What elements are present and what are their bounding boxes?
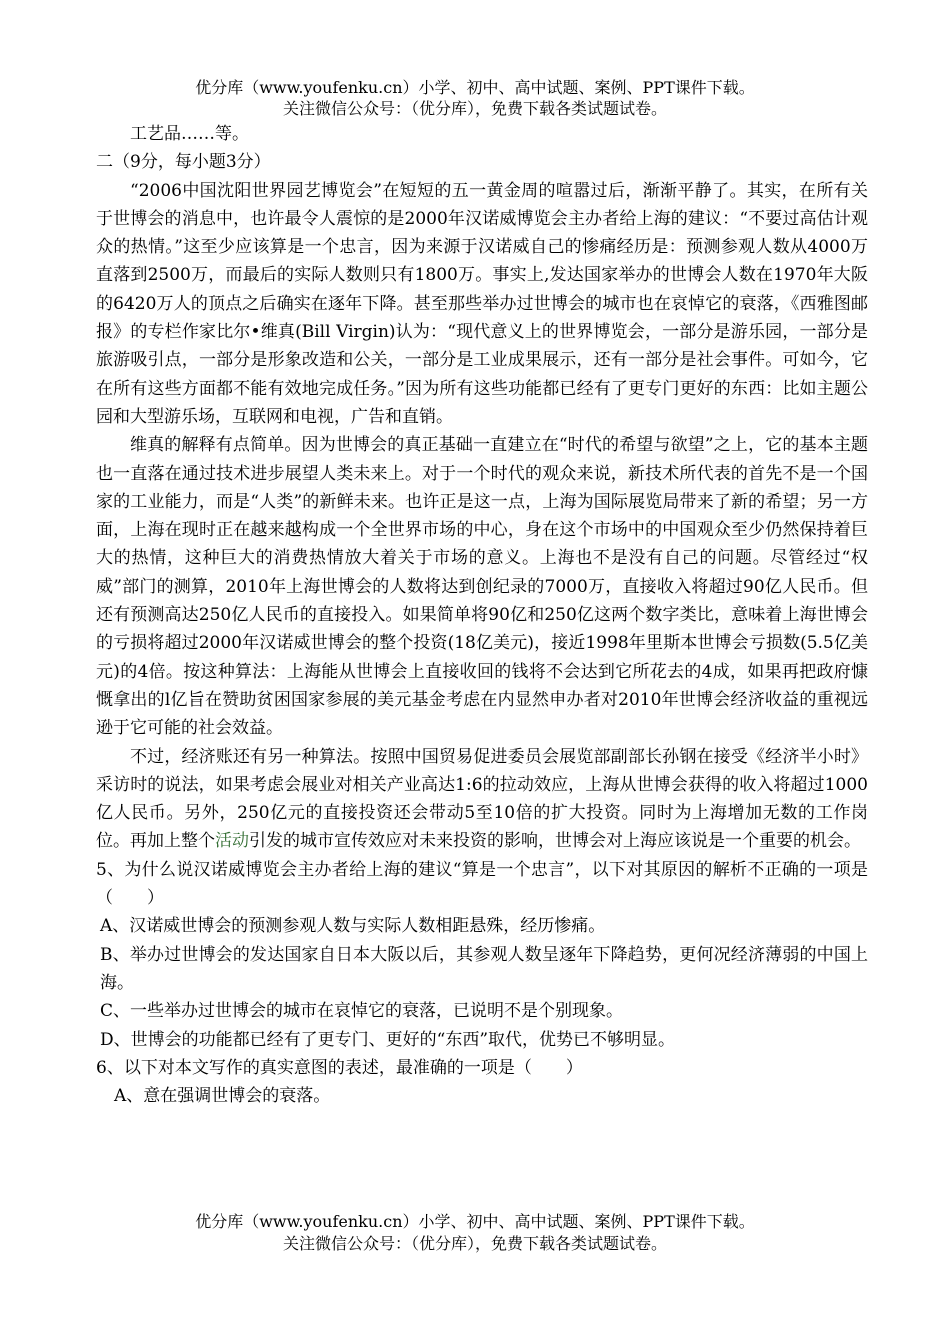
continuation-text: 工艺品……等。 xyxy=(130,124,249,144)
paragraph-3-highlight: 活动 xyxy=(215,831,249,852)
question-6-option-a: A、意在强调世博会的衰落。 xyxy=(114,1086,331,1107)
question-5-option-c: C、一些举办过世博会的城市在哀悼它的衰落，已说明不是个别现象。 xyxy=(100,1001,624,1022)
paragraph-1: “2006中国沈阳世界园艺博览会”在短短的五一黄金周的喧嚣过后，渐渐平静了。其实，在所有关于世博会的消息中，也许最令人震惊的是2000年汉诺威博览会主办者给上海的建议：“不要过高估计观众的热情。”这至少应该算是一个忠言，因为来源于汉诺威自己的惨痛经历是：预测参观人数从4000万直落到2500万，而最后的实际人数则只有1800万。事实上,发达国家举办的世博会人数在1970年大阪的6420万人的顶点之后确实在逐年下降。甚至那些举办过世博会的城市也在哀悼它的衰落，《西雅图邮报》的专栏作家比尔•维真(Bill Virgin)认为：“现代意义上的世界博览会，一部分是游乐园，一部分是旅游吸引点，一部分是形象改造和公关，一部分是工业成果展示，还有一部分是社会事件。可如今，它在所有这些方面都不能有效地完成任务。”因为所有这些功能都已经有了更专门更好的东西：比如主题公园和大型游乐场，互联网和电视，广告和直销。 xyxy=(96,180,868,427)
paragraph-3-text-a: 不过，经济账还有另一种算法。按照中国贸易促进委员会展览部副部长孙钢在接受《经济半小时》采访时的说法，如果考虑会展业对相关产业高达1:6的拉动效应，上海从世博会获得的收入将超过1000亿人民币。另外，250亿元的直接投资还会带动5至10倍的扩大投资。同时为上海增加无数的工作岗位。再加上整个 xyxy=(96,746,868,852)
paragraph-3 xyxy=(96,743,868,856)
header-line-2: 关注微信公众号：（优分库），免费下载各类试题试卷。 xyxy=(282,99,667,118)
footer-line-2: 关注微信公众号：（优分库），免费下载各类试题试卷。 xyxy=(282,1234,667,1253)
question-5-stem: 5、为什么说汉诺威博览会主办者给上海的建议“算是一个忠言”，以下对其原因的解析不正确的一项是（ ） xyxy=(96,859,868,909)
header-line-1: 优分库（www.youfenku.cn）小学、初中、高中试题、案例、PPT课件下载。 xyxy=(195,78,755,97)
article-body xyxy=(96,120,868,1110)
question-5-option-d: D、世博会的功能都已经有了更专门、更好的“东西”取代，优势已不够明显。 xyxy=(100,1029,676,1050)
footer-line-1: 优分库（www.youfenku.cn）小学、初中、高中试题、案例、PPT课件下载。 xyxy=(195,1212,755,1231)
paragraph-2: 维真的解释有点简单。因为世博会的真正基础一直建立在“时代的希望与欲望”之上，它的基本主题也一直落在通过技术进步展望人类未来上。对于一个时代的观众来说，新技术所代表的首先不是一个国家的工业能力，而是“人类”的新鲜未来。也许正是这一点，上海为国际展览局带来了新的希望；另一方面，上海在现时正在越来越构成一个全世界市场的中心，身在这个市场中的中国观众至少仍然保持着巨大的热情，这种巨大的消费热情放大着关于市场的意义。上海也不是没有自己的问题。尽管经过“权威”部门的测算，2010年上海世博会的人数将达到创纪录的7000万，直接收入将超过90亿人民币。但还有预测高达250亿人民币的直接投入。如果简单将90亿和250亿这两个数字类比，意味着上海世博会的亏损将超过2000年汉诺威世博会的整个投资(18亿美元)，接近1998年里斯本世博会亏损数(5.5亿美元)的4倍。按这种算法：上海能从世博会上直接收回的钱将不会达到它所花去的4成，如果再把政府慷慨拿出的l亿旨在赞助贫困国家参展的美元基金考虑在内显然申办者对2010年世博会经济收益的重视远逊于它可能的社会效益。 xyxy=(96,435,868,739)
question-5-option-a: A、汉诺威世博会的预测参观人数与实际人数相距悬殊，经历惨痛。 xyxy=(100,916,606,937)
question-5-option-b: B、举办过世博会的发达国家自日本大阪以后，其参观人数呈逐年下降趋势，更何况经济薄弱的中国上海。 xyxy=(100,944,868,993)
question-6-stem: 6、以下对本文写作的真实意图的表述，最准确的一项是（ ） xyxy=(96,1057,583,1078)
paragraph-3-text-b: 引发的城市宣传效应对未来投资的影响，世博会对上海应该说是一个重要的机会。 xyxy=(249,831,861,852)
section-heading: 二（9分，每小题3分） xyxy=(96,152,271,173)
